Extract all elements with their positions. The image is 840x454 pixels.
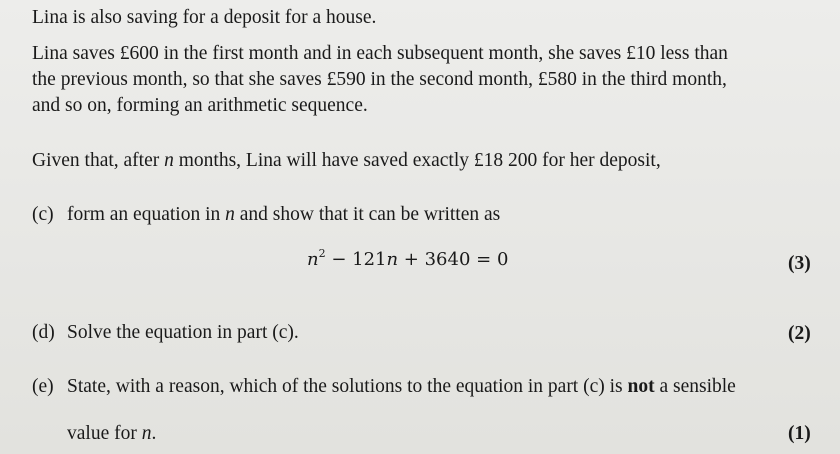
context-text-3: and so on, forming an arithmetic sequence.: [32, 95, 368, 116]
context-line-3: [32, 95, 368, 117]
eq-variable-1: n: [307, 249, 319, 270]
intro-line: [32, 7, 376, 29]
given-line: [32, 150, 661, 172]
given-text-post: months, Lina will have saved exactly £18 200 for her deposit,: [173, 150, 661, 171]
eq-exponent: 2: [318, 247, 326, 260]
given-variable: n: [164, 150, 174, 171]
part-c-text-pre: form an equation in: [67, 204, 226, 225]
eq-middle: − 121: [325, 249, 387, 270]
quadratic-equation: [307, 243, 508, 271]
intro-text: Lina is also saving for a deposit for a house.: [32, 7, 377, 28]
part-e-text-pre: State, with a reason, which of the solutions to the equation in part (c) is: [67, 376, 628, 397]
part-e-text-line-2: [67, 423, 156, 445]
context-line-2: [32, 69, 727, 91]
part-e-variable: n: [141, 423, 152, 444]
part-d-marks: (2): [788, 323, 811, 344]
part-c-variable: n: [225, 204, 235, 225]
part-c-label: (c): [32, 204, 54, 225]
context-line-1: [32, 43, 728, 65]
given-text-pre: Given that, after: [32, 150, 165, 171]
part-e-line2-pre: value for: [67, 423, 142, 444]
eq-variable-2: n: [386, 249, 399, 270]
part-e-label: (e): [32, 376, 54, 397]
context-text-2: the previous month, so that she saves £590 in the second month, £580 in the third month,: [32, 69, 727, 90]
eq-end: + 3640 = 0: [398, 249, 509, 270]
part-c-marks: (3): [788, 253, 811, 274]
part-c-text-post: and show that it can be written as: [234, 204, 501, 225]
part-e-line2-post: .: [151, 423, 157, 444]
part-e-emphasis: not: [627, 376, 655, 397]
context-text-1: Lina saves £600 in the first month and in each subsequent month, she saves £10 less than: [32, 43, 728, 64]
part-d-text: Solve the equation in part (c).: [67, 322, 299, 343]
part-e-text-post: a sensible: [654, 376, 736, 397]
part-e-text-line-1: [67, 376, 736, 398]
part-d-label: (d): [32, 322, 55, 343]
part-e-marks: (1): [788, 423, 811, 444]
part-c-text: [67, 204, 500, 226]
